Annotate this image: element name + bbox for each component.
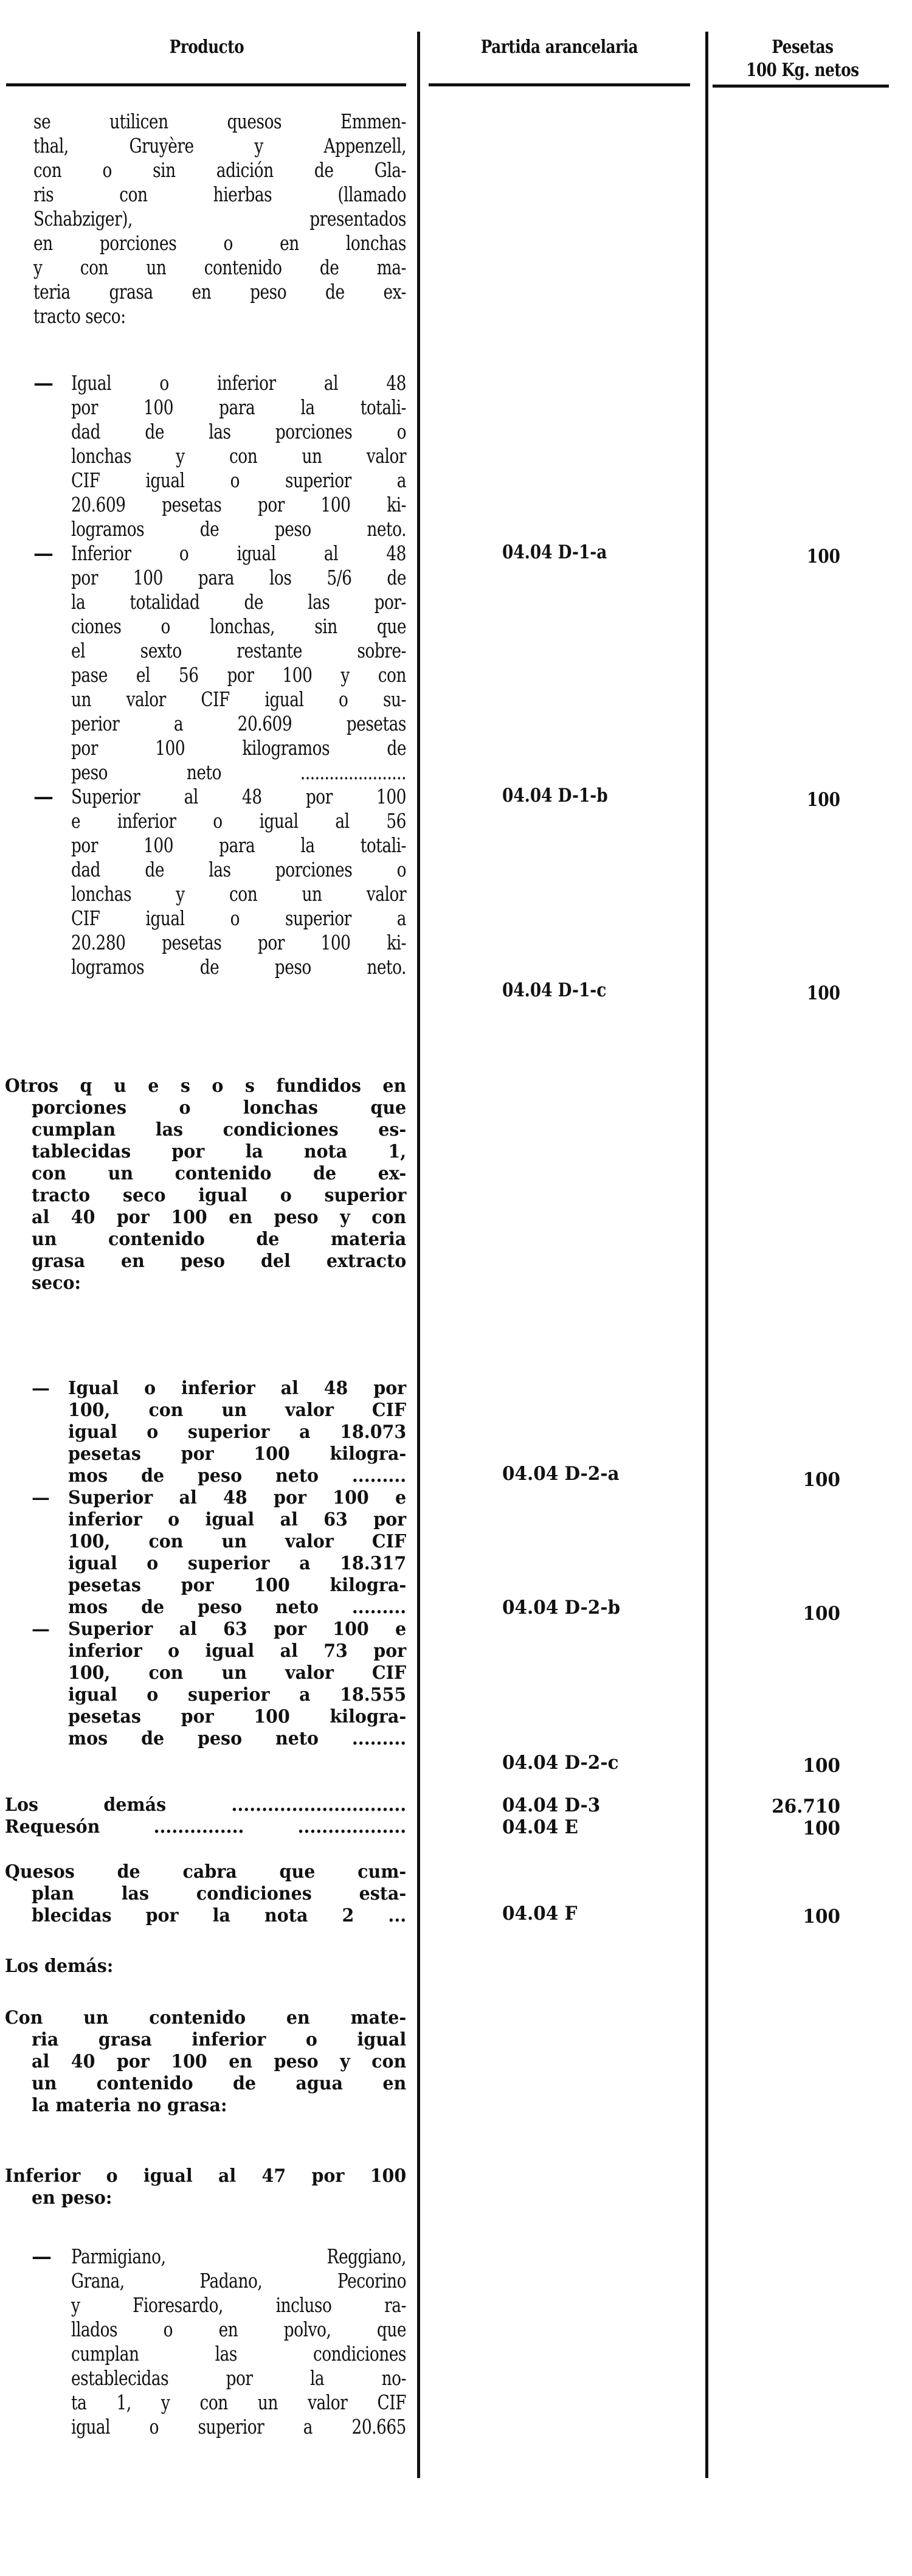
paragraph-intro: se utilicen quesos Emmen- thal, Gruyère y Appenzell, con o sin adición de Gla- ris con hierbas (llamado Schabziger), presentados en porciones o en lonchas y con un contenido de ma- teria grasa en peso de ex- tracto seco:	[33, 109, 406, 328]
price-value-d2a: 100	[803, 1469, 840, 1491]
tariff-code-d2c: 04.04 D-2-c	[502, 1752, 619, 1774]
dash-icon: —	[32, 1378, 50, 1399]
tariff-code-d2b: 04.04 D-2-b	[502, 1597, 621, 1619]
dash-icon: —	[32, 1619, 50, 1640]
item-d1a-description: Igual o inferior al 48 por 100 para la totali- dad de las porciones o lonchas y con un valor CIF igual o superior a 20.609 pesetas por 100 ki- logramos de peso neto.	[71, 371, 406, 541]
price-value-e: 100	[803, 1817, 840, 1839]
paragraph-con-contenido: Con un contenido en mate-	[5, 2007, 407, 2029]
dash-icon: —	[32, 2244, 52, 2268]
dash-icon: —	[33, 541, 54, 565]
item-d1c-description: Superior al 48 por 100 e inferior o igual al 56 por 100 para la totali- dad de las porciones o lonchas y con un valor CIF igual o superior a 20.280 pesetas por 100 ki- logramos de peso neto.	[71, 785, 406, 979]
tariff-code-d1b: 04.04 D-1-b	[502, 785, 608, 807]
header-rule-price	[713, 85, 889, 88]
column-divider-2	[705, 32, 708, 2478]
item-parmigiano-description: Parmigiano, Reggiano, Grana, Padano, Pecorino y Fioresardo, incluso ra- llados o en polvo, que cumplan las condiciones establecidas por la no- ta 1, y con un valor CIF igual o superior a 20.665	[71, 2244, 406, 2439]
column-header-price-line2: 100 Kg. netos	[746, 60, 859, 81]
paragraph-quesos-cabra: Quesos de cabra que cum-	[5, 1861, 407, 1883]
price-value-d2c: 100	[803, 1755, 840, 1777]
column-divider-1	[417, 32, 420, 2478]
price-value-d1a: 100	[806, 546, 840, 568]
dash-icon: —	[32, 1487, 50, 1508]
row-los-demas: Los demás ............................. Requesón ............... ..................	[5, 1794, 407, 1838]
dash-icon: —	[33, 371, 54, 395]
column-header-price-line1: Pesetas	[772, 36, 834, 58]
column-header-tariff: Partida arancelaria	[480, 36, 638, 58]
paragraph-con-contenido-cont: ria grasa inferior o igual al 40 por 100 en peso y con un contenido de agua en la materia no grasa:	[32, 2029, 407, 2116]
price-value-f: 100	[803, 1906, 840, 1928]
tariff-code-d3: 04.04 D-3	[502, 1794, 601, 1816]
paragraph-inferior-47-cont: en peso:	[32, 2187, 112, 2209]
item-d2c-description: Superior al 63 por 100 e inferior o igual al 73 por 100, con un valor CIF igual o superior a 18.555 pesetas por 100 kilogra- mos de peso neto .........	[68, 1619, 407, 1749]
tariff-code-d2a: 04.04 D-2-a	[502, 1463, 620, 1485]
header-rule-tariff	[429, 83, 690, 86]
price-value-d3: 26.710	[772, 1796, 840, 1817]
tariff-code-f: 04.04 F	[502, 1903, 578, 1925]
item-d2b-description: Superior al 48 por 100 e inferior o igual al 63 por 100, con un valor CIF igual o superior a 18.317 pesetas por 100 kilogra- mos de peso neto .........	[68, 1487, 407, 1618]
paragraph-otros-quesos-cont: porciones o lonchas que cumplan las condiciones es- tablecidas por la nota 1, con un contenido de ex- tracto seco igual o superior al 40 por 100 en peso y con un contenido de materia grasa en peso del extracto seco:	[32, 1097, 407, 1294]
tariff-code-e: 04.04 E	[502, 1816, 578, 1838]
tariff-code-d1a: 04.04 D-1-a	[502, 541, 607, 563]
price-value-d1b: 100	[806, 789, 840, 811]
tariff-code-d1c: 04.04 D-1-c	[502, 979, 607, 1001]
paragraph-quesos-cabra-cont: plan las condiciones esta- blecidas por la nota 2 ...	[32, 1883, 407, 1926]
item-d1b-description: Inferior o igual al 48 por 100 para los 5/6 de la totalidad de las por- ciones o lonchas, sin que el sexto restante sobre- pase el 56 por 100 y con un valor CIF igual o su- perior a 20.609 pesetas por 100 kilogramos de peso neto ......................	[71, 541, 406, 784]
price-value-d2b: 100	[803, 1603, 840, 1625]
column-header-product: Producto	[169, 36, 244, 58]
header-rule-product	[6, 83, 406, 86]
price-value-d1c: 100	[806, 982, 840, 1004]
paragraph-otros-quesos: Otros q u e s o s fundidos en	[5, 1075, 407, 1097]
paragraph-inferior-47: Inferior o igual al 47 por 100	[5, 2165, 407, 2187]
item-d2a-description: Igual o inferior al 48 por 100, con un valor CIF igual o superior a 18.073 pesetas por 100 kilogra- mos de peso neto .........	[68, 1378, 407, 1487]
heading-los-demas: Los demás:	[5, 1956, 114, 1977]
dash-icon: —	[33, 785, 54, 808]
